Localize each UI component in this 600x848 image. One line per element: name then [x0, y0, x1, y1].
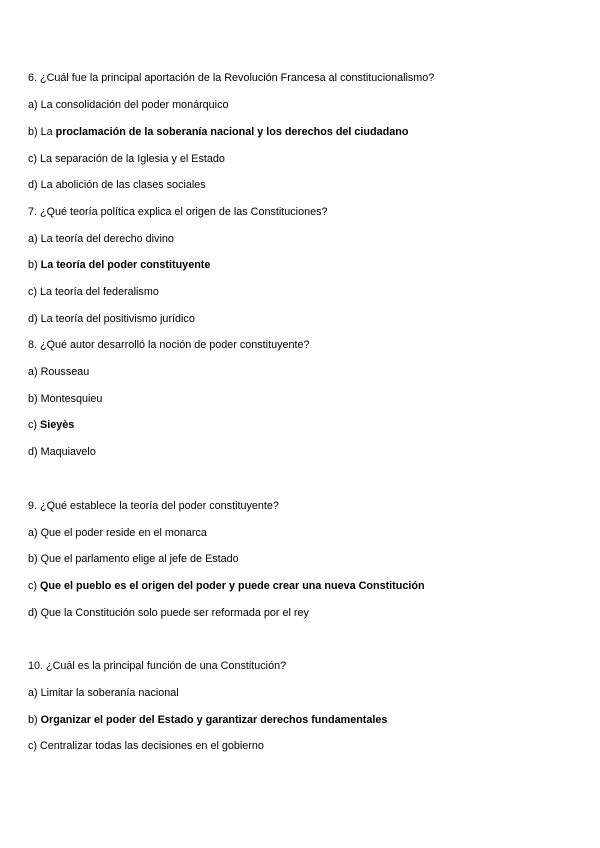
option-prefix: b) La: [28, 126, 56, 138]
answer-option: [28, 552, 239, 566]
answer-option-correct: [28, 713, 387, 727]
option-text: Centralizar todas las decisiones en el gobierno: [40, 740, 264, 752]
option-text: Rousseau: [40, 366, 90, 378]
option-text: Maquiavelo: [40, 446, 96, 458]
answer-option-correct: [28, 418, 74, 432]
question-8: [28, 338, 310, 352]
question-6: [28, 71, 434, 85]
option-prefix: b): [28, 393, 41, 405]
answer-option-correct: [28, 258, 210, 272]
option-text: Montesquieu: [40, 393, 103, 405]
answer-option: [28, 606, 309, 620]
answer-option: [28, 686, 179, 700]
option-text-bold: Que el pueblo es el origen del poder y puede crear una nueva Constitución: [40, 580, 425, 592]
answer-option: [28, 232, 174, 246]
answer-option: [28, 365, 89, 379]
answer-option: [28, 526, 207, 540]
option-prefix: d): [28, 607, 41, 619]
option-prefix: a): [28, 233, 41, 245]
option-prefix: a): [28, 366, 41, 378]
answer-option: [28, 98, 228, 112]
option-prefix: d): [28, 313, 41, 325]
question-9: [28, 499, 279, 513]
answer-option: [28, 285, 159, 299]
option-text: La teoría del derecho divino: [40, 233, 174, 245]
answer-option: [28, 739, 264, 753]
answer-option-correct: [28, 579, 425, 593]
answer-option: [28, 392, 102, 406]
answer-option: [28, 178, 206, 192]
option-prefix: c): [28, 286, 40, 298]
question-text: 9. ¿Qué establece la teoría del poder constituyente?: [28, 500, 279, 512]
question-text: 6. ¿Cuál fue la principal aportación de la Revolución Francesa al constitucionalismo?: [28, 72, 435, 84]
option-text: La teoría del positivismo jurídico: [40, 313, 195, 325]
question-text: 10. ¿Cuál es la principal función de una Constitución?: [28, 660, 287, 672]
option-prefix: d): [28, 446, 41, 458]
option-prefix: a): [28, 687, 41, 699]
option-prefix: c): [28, 740, 40, 752]
option-prefix: b): [28, 259, 41, 271]
option-text: Limitar la soberanía nacional: [40, 687, 179, 699]
option-text: La consolidación del poder monárquico: [40, 99, 229, 111]
option-prefix: b): [28, 714, 41, 726]
option-prefix: c): [28, 153, 40, 165]
answer-option: [28, 445, 96, 459]
question-10: [28, 659, 286, 673]
option-text: Que la Constitución solo puede ser reformada por el rey: [40, 607, 309, 619]
answer-option: [28, 152, 225, 166]
option-text-bold: Sieyès: [40, 419, 75, 431]
option-text: La separación de la Iglesia y el Estado: [40, 153, 225, 165]
question-7: [28, 205, 327, 219]
option-text: Que el parlamento elige al jefe de Estado: [40, 553, 239, 565]
answer-option-correct: [28, 125, 408, 139]
option-text: Que el poder reside en el monarca: [40, 527, 207, 539]
answer-option: [28, 312, 195, 326]
option-text-bold: proclamación de la soberanía nacional y los derechos del ciudadano: [55, 126, 409, 138]
question-text: 8. ¿Qué autor desarrolló la noción de poder constituyente?: [28, 339, 310, 351]
option-prefix: d): [28, 179, 41, 191]
option-prefix: c): [28, 580, 40, 592]
question-text: 7. ¿Qué teoría política explica el origen de las Constituciones?: [28, 206, 328, 218]
option-text: La teoría del federalismo: [40, 286, 159, 298]
option-prefix: a): [28, 527, 41, 539]
option-text-bold: Organizar el poder del Estado y garantizar derechos fundamentales: [40, 714, 388, 726]
option-text-bold: La teoría del poder constituyente: [40, 259, 211, 271]
option-text: La abolición de las clases sociales: [40, 179, 206, 191]
option-prefix: b): [28, 553, 41, 565]
option-prefix: a): [28, 99, 41, 111]
option-prefix: c): [28, 419, 40, 431]
